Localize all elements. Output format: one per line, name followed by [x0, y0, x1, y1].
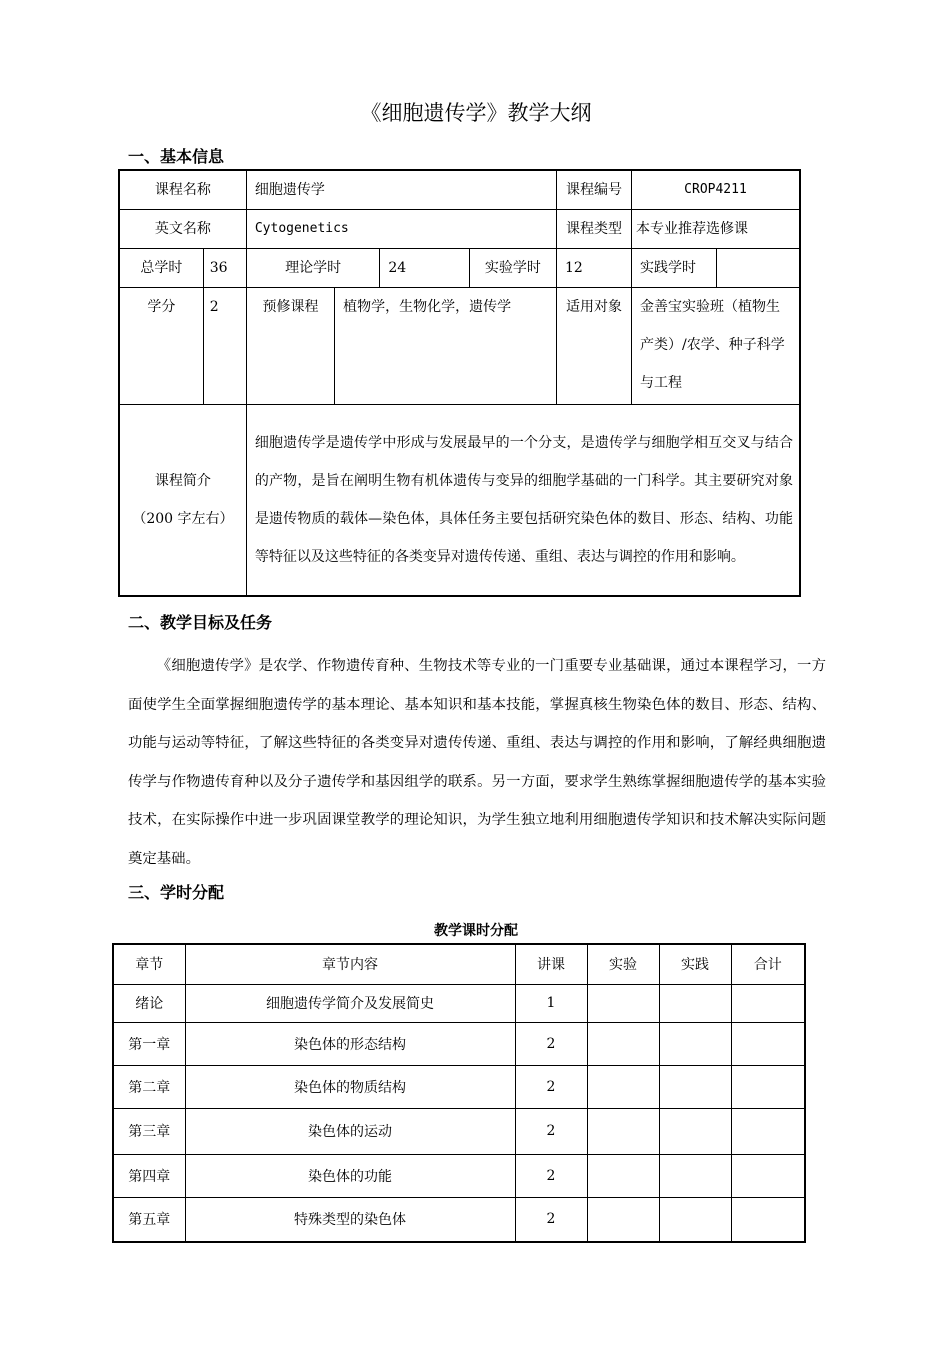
table-cell — [659, 1108, 731, 1154]
lab-hours-value: 12 — [557, 249, 632, 288]
lab-hours-label: 实验学时 — [469, 249, 556, 288]
table-cell — [659, 984, 731, 1022]
hours-table-header — [113, 944, 805, 984]
table-row — [113, 1197, 805, 1242]
table-cell — [587, 1197, 659, 1242]
table-cell: 2 — [515, 1065, 587, 1108]
course-type-label: 课程类型 — [557, 210, 632, 249]
table-cell — [731, 1108, 805, 1154]
header-cell: 合计 — [731, 944, 805, 984]
course-name-value: 细胞遗传学 — [246, 170, 556, 210]
header-cell: 实验 — [587, 944, 659, 984]
theory-hours-value: 24 — [380, 249, 469, 288]
intro-note: （200 字左右） — [132, 510, 234, 527]
table-cell — [659, 1022, 731, 1065]
table-cell — [587, 1022, 659, 1065]
table-cell — [731, 1022, 805, 1065]
table-cell: 2 — [515, 1022, 587, 1065]
course-code-label: 课程编号 — [557, 170, 632, 210]
course-type-value: 本专业推荐选修课 — [631, 210, 800, 249]
table-cell — [659, 1065, 731, 1108]
total-hours-value: 36 — [203, 249, 246, 288]
table-cell — [731, 1197, 805, 1242]
table-cell: 第四章 — [113, 1154, 185, 1197]
section-heading-hours: 三、学时分配 — [128, 883, 225, 902]
credit-label: 学分 — [119, 288, 203, 405]
prereq-value: 植物学，生物化学，遗传学 — [335, 288, 557, 405]
table-cell: 2 — [515, 1154, 587, 1197]
audience-label: 适用对象 — [557, 288, 632, 405]
table-cell — [587, 984, 659, 1022]
page-title: 《细胞遗传学》教学大纲 — [360, 101, 592, 125]
table-cell — [731, 984, 805, 1022]
table-cell — [587, 1108, 659, 1154]
hours-table-caption: 教学课时分配 — [434, 923, 518, 939]
course-name-label: 课程名称 — [119, 170, 246, 210]
table-cell: 第五章 — [113, 1197, 185, 1242]
table-cell: 第二章 — [113, 1065, 185, 1108]
table-cell — [659, 1197, 731, 1242]
table-cell: 第三章 — [113, 1108, 185, 1154]
intro-label: 课程简介 — [154, 472, 211, 489]
table-cell: 2 — [515, 1197, 587, 1242]
credit-value: 2 — [203, 288, 246, 405]
header-cell: 章节 — [113, 944, 185, 984]
table-cell — [587, 1154, 659, 1197]
total-hours-label: 总学时 — [119, 249, 203, 288]
header-cell: 实践 — [659, 944, 731, 984]
header-cell: 章节内容 — [185, 944, 515, 984]
table-cell — [659, 1154, 731, 1197]
table-cell — [731, 1065, 805, 1108]
practice-hours-label: 实践学时 — [631, 249, 716, 288]
table-row — [113, 1022, 805, 1065]
objectives-paragraph: 《细胞遗传学》是农学、作物遗传育种、生物技术等专业的一门重要专业基础课，通过本课程学习，一方面使学生全面掌握细胞遗传学的基本理论、基本知识和基本技能，掌握真核生物染色体的数目、形态、结构、功能与运动等特征，了解这些特征的各类变异对遗传传递、重组、表达与调控的作用和影响，了解经典细胞遗传学与作物遗传育种以及分子遗传学和基因组学的联系。另一方面，要求学生熟练掌握细胞遗传学的基本实验技术，在实际操作中进一步巩固课堂教学的理论知识，为学生独立地利用细胞遗传学知识和技术解决实际问题奠定基础。 — [128, 658, 826, 867]
table-cell: 细胞遗传学简介及发展简史 — [185, 984, 515, 1022]
section-heading-basic-info: 一、基本信息 — [128, 147, 225, 166]
header-cell: 讲课 — [515, 944, 587, 984]
intro-label-cell — [119, 405, 246, 596]
table-cell: 1 — [515, 984, 587, 1022]
prereq-label: 预修课程 — [246, 288, 334, 405]
hours-table — [112, 943, 806, 1243]
section-heading-objectives: 二、教学目标及任务 — [128, 613, 273, 632]
table-cell — [587, 1065, 659, 1108]
theory-hours-label: 理论学时 — [246, 249, 380, 288]
practice-hours-value — [717, 249, 800, 288]
table-row — [113, 1065, 805, 1108]
intro-text: 细胞遗传学是遗传学中形成与发展最早的一个分支，是遗传学与细胞学相互交叉与结合的产物，是旨在阐明生物有机体遗传与变异的细胞学基础的一门科学。其主要研究对象是遗传物质的载体—染色体，具体任务主要包括研究染色体的数目、形态、结构、功能等特征以及这些特征的各类变异对遗传传递、重组、表达与调控的作用和影响。 — [246, 405, 800, 596]
basic-info-table — [118, 169, 801, 597]
table-cell: 2 — [515, 1108, 587, 1154]
english-name-value: Cytogenetics — [246, 210, 556, 249]
table-cell: 特殊类型的染色体 — [185, 1197, 515, 1242]
table-cell — [731, 1154, 805, 1197]
course-code-value: CROP4211 — [631, 170, 800, 210]
table-cell: 染色体的运动 — [185, 1108, 515, 1154]
table-cell: 染色体的物质结构 — [185, 1065, 515, 1108]
table-cell: 绪论 — [113, 984, 185, 1022]
table-row — [113, 1154, 805, 1197]
audience-value: 金善宝实验班（植物生产类）/农学、种子科学与工程 — [631, 288, 800, 405]
table-cell: 染色体的功能 — [185, 1154, 515, 1197]
table-row — [113, 984, 805, 1022]
table-cell: 染色体的形态结构 — [185, 1022, 515, 1065]
table-cell: 第一章 — [113, 1022, 185, 1065]
table-row — [113, 1108, 805, 1154]
english-name-label: 英文名称 — [119, 210, 246, 249]
